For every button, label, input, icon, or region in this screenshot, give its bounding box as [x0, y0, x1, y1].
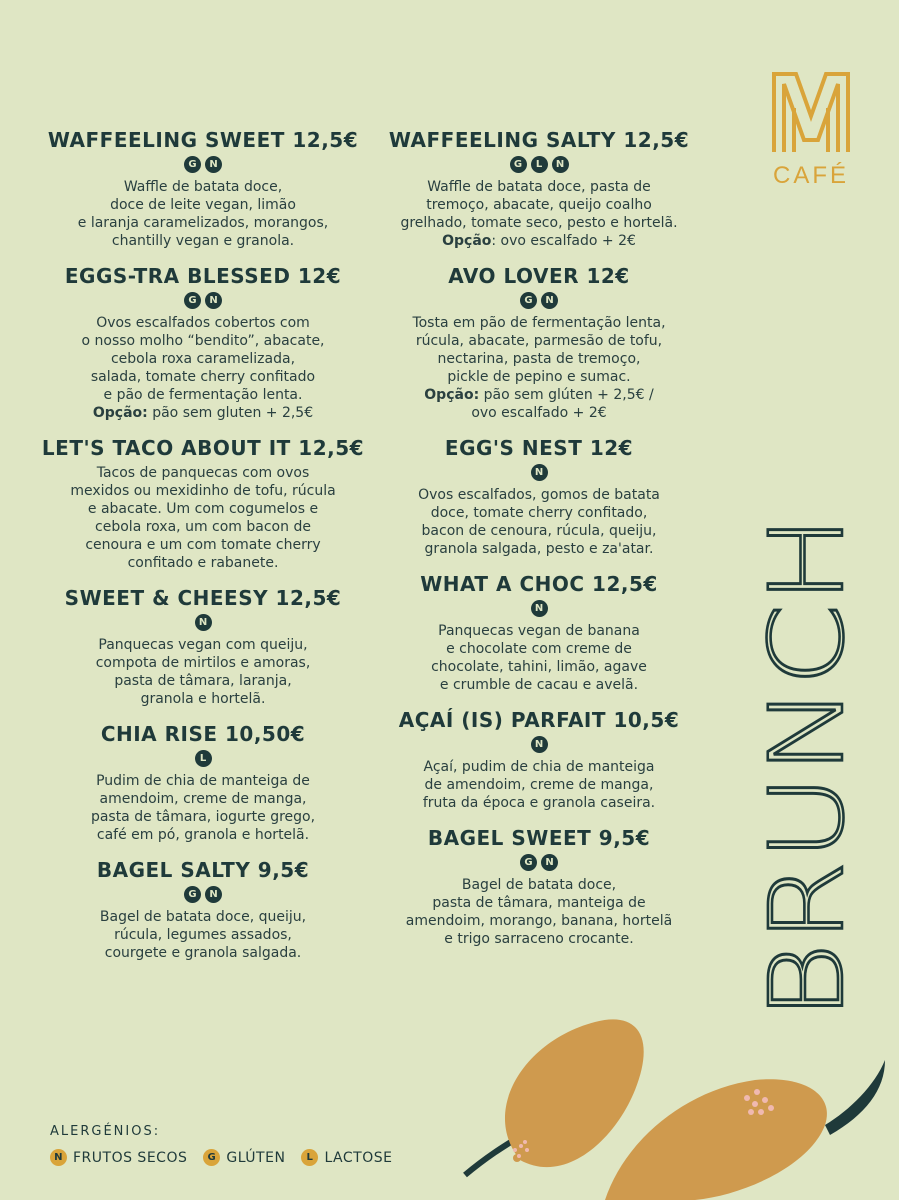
allergen-badges [374, 464, 704, 482]
menu-item-description: Açaí, pudim de chia de manteiga de amendoim, creme de manga, fruta da época e granola caseira. [422, 759, 656, 811]
allergen-badge: G [520, 292, 537, 309]
menu-item-title: EGGS-TRA BLESSED 12€ [64, 264, 342, 288]
menu-item-title: CHIA RISE 10,50€ [100, 722, 306, 746]
menu-item [38, 264, 368, 422]
menu-item [38, 436, 368, 572]
menu-item-title: EGG'S NEST 12€ [444, 436, 634, 460]
allergen-badges [374, 156, 704, 174]
allergen-badge: G [184, 292, 201, 309]
allergen-badge: G [184, 156, 201, 173]
menu-column-right [374, 128, 704, 962]
allergen-code-badge: N [50, 1149, 67, 1166]
option-label: Opção: [424, 387, 480, 403]
menu-item-description: Waffle de batata doce, pasta de tremoço, abacate, queijo coalho grelhado, tomate seco, pesto e hortelã. [400, 179, 678, 231]
m-logo-icon [762, 68, 860, 156]
menu-item-description: Bagel de batata doce, pasta de tâmara, manteiga de amendoim, morango, banana, hortelã e trigo sarraceno crocante. [405, 877, 673, 947]
menu-item [374, 826, 704, 948]
menu-item-option [374, 232, 704, 250]
allergen-badge: N [531, 736, 548, 753]
allergen-legend-items [50, 1149, 392, 1166]
option-text: pão sem glúten + 2,5€ / ovo escalfado + 2€ [471, 387, 654, 421]
allergen-badge: N [205, 886, 222, 903]
menu-item [374, 572, 704, 694]
allergen-badges [374, 736, 704, 754]
allergen-code-badge: L [301, 1149, 318, 1166]
allergen-badges [38, 156, 368, 174]
allergen-badge: G [510, 156, 527, 173]
cafe-logo [762, 68, 860, 190]
menu-item-option [374, 386, 704, 422]
menu-item-title: WHAT A CHOC 12,5€ [420, 572, 658, 596]
option-label: Opção: [92, 405, 148, 421]
allergen-badge: N [205, 156, 222, 173]
allergen-badge: L [195, 750, 212, 767]
allergen-badge: N [552, 156, 569, 173]
allergen-label: LACTOSE [324, 1149, 393, 1166]
option-text: : ovo escalfado + 2€ [491, 233, 636, 249]
option-text: pão sem gluten + 2,5€ [147, 405, 314, 421]
menu-item [374, 436, 704, 558]
allergen-badges [38, 614, 368, 632]
allergen-label: FRUTOS SECOS [73, 1149, 188, 1166]
menu-item-description: Ovos escalfados, gomos de batata doce, tomate cherry confitado, bacon de cenoura, rúcula, queiju, granola salgada, pesto e za'atar. [418, 487, 660, 557]
menu-item-description: Bagel de batata doce, queiju, rúcula, legumes assados, courgete e granola salgada. [99, 909, 307, 961]
allergen-legend-item [203, 1149, 285, 1166]
allergen-badge: G [520, 854, 537, 871]
menu-item [38, 586, 368, 708]
menu-item-description: Tacos de panquecas com ovos mexidos ou mexidinho de tofu, rúcula e abacate. Um com cogumelos e cebola roxa, um com bacon de cenoura e um com tomate cherry confitado e rabanete. [70, 465, 336, 571]
pear-illustration [455, 1000, 899, 1200]
menu-item-title: WAFFEELING SWEET 12,5€ [47, 128, 359, 152]
allergen-badges [374, 854, 704, 872]
allergen-badge: L [531, 156, 548, 173]
menu-item-title: BAGEL SWEET 9,5€ [427, 826, 651, 850]
menu-item-description: Waffle de batata doce, doce de leite vegan, limão e laranja caramelizados, morangos, chantilly vegan e granola. [77, 179, 329, 249]
menu-item-title: LET'S TACO ABOUT IT 12,5€ [41, 436, 365, 460]
menu-item-description: Panquecas vegan de banana e chocolate com creme de chocolate, tahini, limão, agave e crumble de cacau e avelã. [431, 623, 647, 693]
menu-item [374, 128, 704, 250]
allergen-badge: N [541, 292, 558, 309]
allergen-legend-title: ALERGÉNIOS: [50, 1124, 161, 1139]
allergen-badge: N [205, 292, 222, 309]
menu-item-title: WAFFEELING SALTY 12,5€ [388, 128, 690, 152]
menu-item [374, 264, 704, 422]
menu-item-description: Pudim de chia de manteiga de amendoim, creme de manga, pasta de tâmara, iogurte grego, café em pó, granola e hortelã. [90, 773, 316, 843]
menu-item-option [38, 404, 368, 422]
allergen-badges [374, 292, 704, 310]
menu-item-description: Ovos escalfados cobertos com o nosso molho “bendito”, abacate, cebola roxa caramelizada, salada, tomate cherry confitado e pão de fermentação lenta. [81, 315, 325, 403]
menu-item [38, 722, 368, 844]
option-label: Opção [442, 233, 492, 249]
menu-item-description: Tosta em pão de fermentação lenta, rúcula, abacate, parmesão de tofu, nectarina, pasta de tremoço, pickle de pepino e sumac. [412, 315, 666, 385]
allergen-badges [38, 292, 368, 310]
allergen-code-badge: G [203, 1149, 220, 1166]
allergen-legend [50, 1124, 392, 1166]
menu-item-title: AÇAÍ (IS) PARFAIT 10,5€ [398, 708, 680, 732]
menu-item [38, 858, 368, 962]
allergen-badge: N [541, 854, 558, 871]
menu-item-title: AVO LOVER 12€ [448, 264, 630, 288]
logo-word: CAFÉ [772, 162, 849, 189]
allergen-badge: G [184, 886, 201, 903]
allergen-badge: N [531, 464, 548, 481]
allergen-label: GLÚTEN [226, 1149, 286, 1166]
allergen-badges [374, 600, 704, 618]
menu-item [374, 708, 704, 812]
allergen-badges [38, 750, 368, 768]
menu-column-left [38, 128, 368, 976]
menu-item [38, 128, 368, 250]
allergen-badge: N [531, 600, 548, 617]
allergen-badge: N [195, 614, 212, 631]
brunch-title-text: BRUNCH [748, 583, 867, 1020]
menu-item-description: Panquecas vegan com queiju, compota de mirtilos e amoras, pasta de tâmara, laranja, granola e hortelã. [95, 637, 311, 707]
menu-item-title: BAGEL SALTY 9,5€ [96, 858, 310, 882]
menu-item-title: SWEET & CHEESY 12,5€ [64, 586, 342, 610]
allergen-legend-item [50, 1149, 187, 1166]
section-title-brunch [748, 515, 867, 1020]
allergen-legend-item [301, 1149, 392, 1166]
allergen-badges [38, 886, 368, 904]
